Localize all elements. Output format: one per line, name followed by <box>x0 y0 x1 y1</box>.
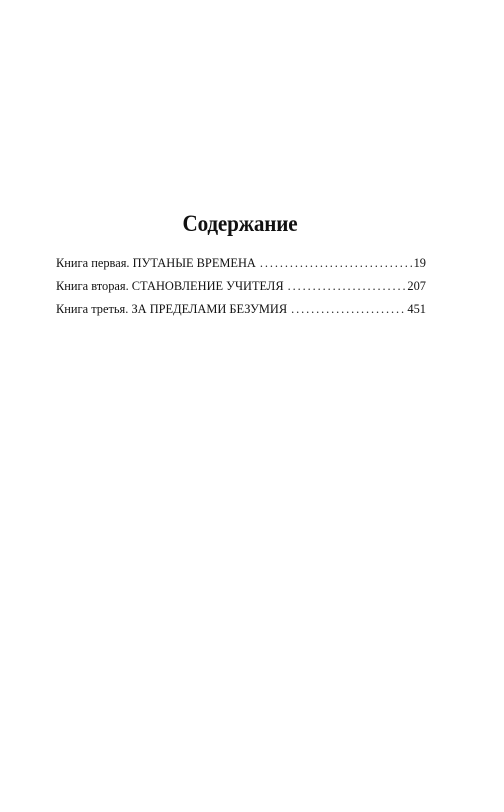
toc-book-label: Книга третья. <box>56 302 129 316</box>
toc-dot-leader <box>288 279 406 294</box>
toc-book-title: СТАНОВЛЕНИЕ УЧИТЕЛЯ <box>131 279 284 293</box>
toc-book-label: Книга первая. <box>56 256 130 270</box>
toc-page-number: 19 <box>413 256 426 270</box>
toc-dot-leader <box>260 256 412 271</box>
toc-entry-book-2[interactable] <box>56 279 426 302</box>
toc-book-label: Книга вторая. <box>56 279 129 293</box>
toc-entry-book-1[interactable] <box>56 256 426 279</box>
toc-book-title: ПУТАНЫЕ ВРЕМЕНА <box>132 256 256 270</box>
toc-book-title: ЗА ПРЕДЕЛАМИ БЕЗУМИЯ <box>131 302 288 316</box>
toc-page-number: 207 <box>407 279 426 293</box>
page-title: Содержание <box>182 211 298 237</box>
toc-entry-text <box>56 302 287 317</box>
table-of-contents <box>56 256 426 325</box>
toc-dot-leader <box>291 302 405 317</box>
toc-entry-text <box>56 256 256 271</box>
toc-page-number: 451 <box>407 302 426 316</box>
toc-entry-text <box>56 279 284 294</box>
toc-entry-book-3[interactable] <box>56 302 426 325</box>
